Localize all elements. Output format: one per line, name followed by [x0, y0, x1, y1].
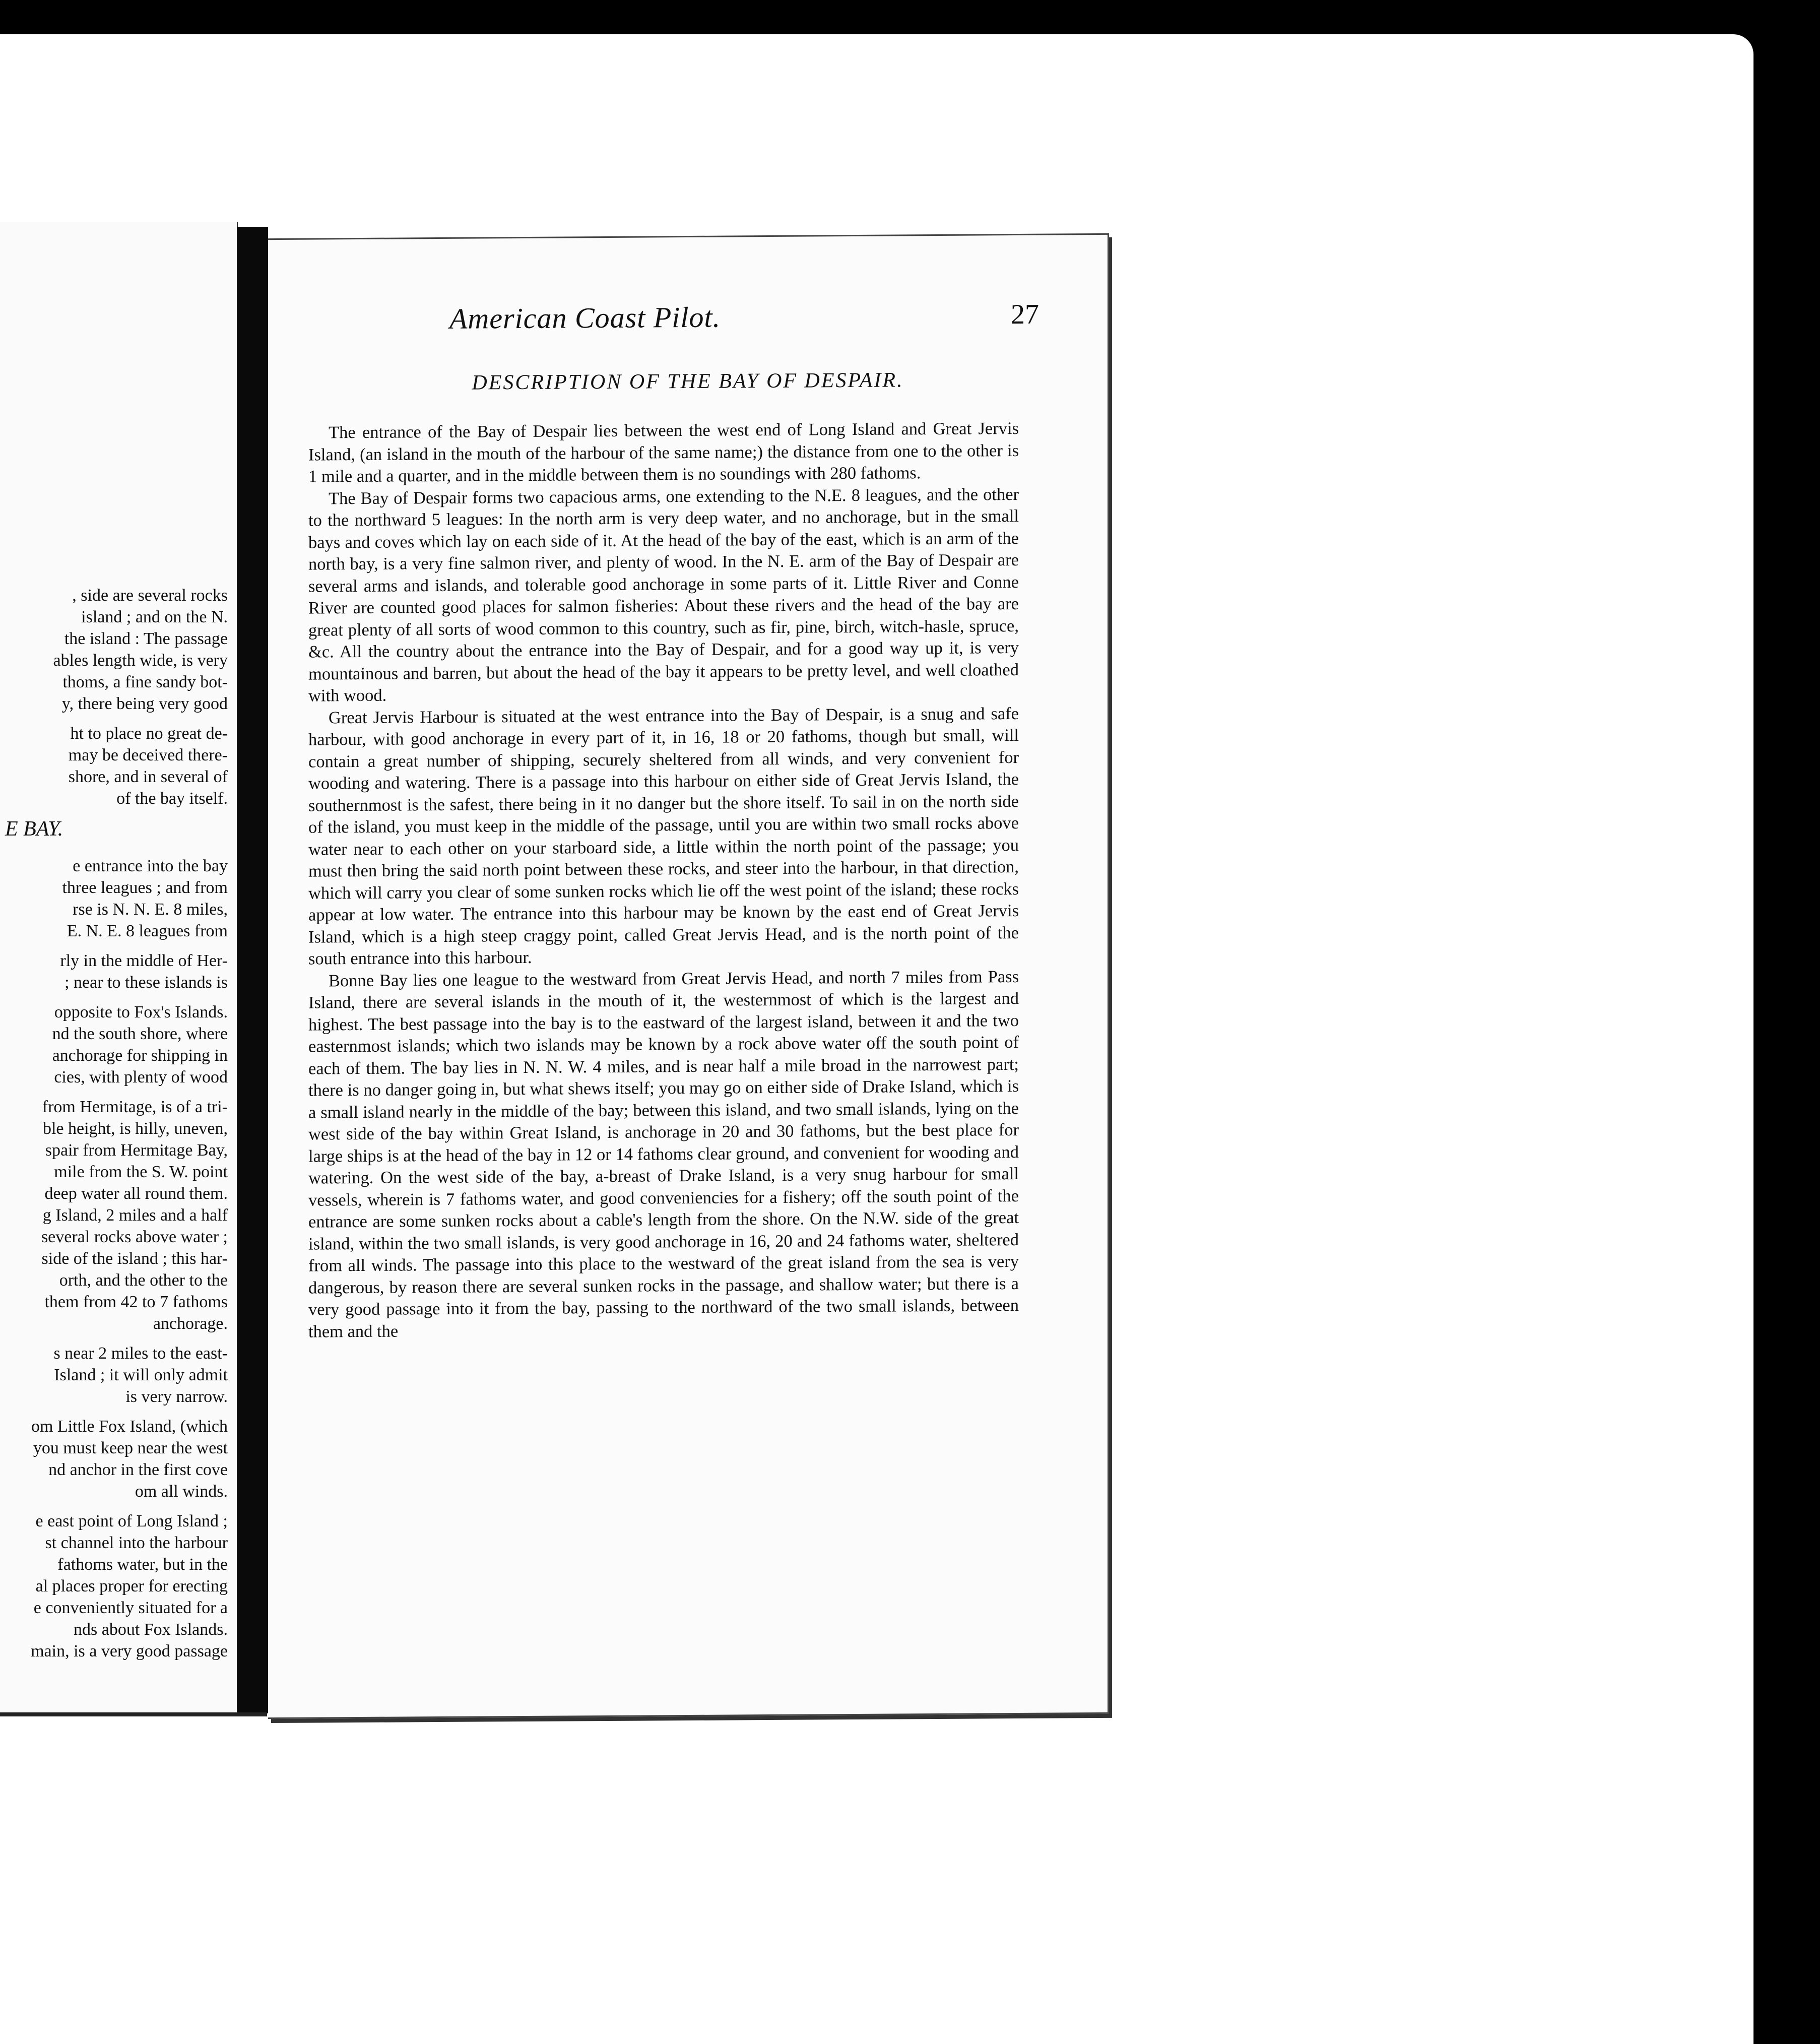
page-header — [449, 298, 1039, 337]
left-page-line: three leagues ; and from — [62, 878, 228, 897]
book-spine — [237, 227, 268, 1713]
left-page-paragraph — [0, 950, 228, 993]
section-heading: DESCRIPTION OF THE BAY OF DESPAIR. — [472, 368, 904, 395]
left-page-line: st channel into the harbour — [45, 1534, 228, 1552]
left-page-paragraph — [0, 1510, 228, 1662]
left-page-line: main, is a very good passage — [31, 1642, 228, 1660]
left-page-paragraph — [0, 1343, 228, 1408]
left-page-line: nd the south shore, where — [52, 1025, 228, 1043]
left-page-paragraph — [0, 1096, 228, 1334]
left-page-line: side of the island ; this har- — [41, 1249, 228, 1268]
left-page-line: e conveniently situated for a — [33, 1599, 228, 1617]
left-page-line: Island ; it will only admit — [54, 1366, 228, 1384]
left-page-line: spair from Hermitage Bay, — [45, 1141, 228, 1160]
left-page-line: , side are several rocks — [72, 586, 228, 605]
left-page-line: anchorage. — [153, 1314, 228, 1333]
paragraph-entrance: The entrance of the Bay of Despair lies between the west end of Long Island and Great Jervis Island, (an island in the mouth of the harbour of the same name;) the distance from one to the other is 1 mile and a quarter, and in the middle between them is no soundings with 280 fathoms. — [308, 418, 1019, 486]
left-page-line: ht to place no great de- — [70, 724, 228, 743]
left-page-line: nds about Fox Islands. — [74, 1620, 228, 1639]
left-page-line: shore, and in several of — [68, 768, 228, 786]
left-page-line: ; near to these islands is — [64, 973, 228, 992]
left-page-line: fathoms water, but in the — [57, 1555, 228, 1574]
left-page-paragraph — [0, 1001, 228, 1088]
left-page-text — [0, 585, 228, 1670]
left-page-heading: E BAY. — [5, 817, 63, 841]
left-page-edge — [0, 1712, 267, 1716]
left-page-line: om Little Fox Island, (which — [31, 1417, 228, 1436]
body-text — [308, 418, 1019, 1343]
left-page-line: may be deceived there- — [68, 746, 228, 764]
left-page-line: the island : The passage — [64, 629, 228, 648]
right-page — [268, 233, 1109, 1719]
running-title: American Coast Pilot. — [449, 300, 721, 335]
left-page-line: rse is N. N. E. 8 miles, — [73, 900, 228, 919]
left-page-line: you must keep near the west — [33, 1439, 228, 1457]
left-page-line: is very narrow. — [125, 1387, 228, 1406]
left-page-paragraph — [0, 1416, 228, 1502]
left-page — [0, 222, 238, 1713]
left-page-line: y, there being very good — [61, 694, 228, 713]
left-page-line: orth, and the other to the — [59, 1271, 228, 1290]
left-page-line: opposite to Fox's Islands. — [54, 1003, 228, 1021]
left-page-line: g Island, 2 miles and a half — [42, 1206, 228, 1225]
left-page-line: nd anchor in the first cove — [48, 1460, 228, 1479]
paragraph-bay-arms: The Bay of Despair forms two capacious arms, one extending to the N.E. 8 leagues, and the other to the northward 5 leagues: In the north arm is very deep water, and no anchorage, but in the small bays and coves which lay on each side of it. At the head of the bay of the east, which is an arm of the north bay, is a very fine salmon river, and plenty of wood. In the N. E. arm of the Bay of Despair are several arms and islands, and tolerable good anchorage in some parts of it. Little River and Conne River are counted good places for salmon fisheries: About these rivers and the head of the bay are great plenty of all sorts of wood common to this country, such as fir, pine, birch, witch-hasle, spruce, &c. All the country about the entrance into the Bay of Despair, and for a good way up it, is very mountainous and barren, but about the head of the bay it appears to be pretty level, and well cloathed with wood. — [308, 484, 1019, 706]
left-page-line: om all winds. — [135, 1482, 228, 1501]
left-page-line: s near 2 miles to the east- — [53, 1344, 228, 1363]
left-page-line: anchorage for shipping in — [52, 1046, 228, 1065]
left-page-line: of the bay itself. — [116, 789, 228, 808]
left-page-line: ble height, is hilly, uneven, — [42, 1119, 228, 1138]
left-page-paragraph — [0, 855, 228, 942]
left-page-paragraph — [0, 585, 228, 715]
left-page-line: several rocks above water ; — [41, 1228, 228, 1246]
left-page-line: rly in the middle of Her- — [60, 951, 228, 970]
left-page-line: al places proper for erecting — [35, 1577, 228, 1595]
left-page-line: from Hermitage, is of a tri- — [42, 1098, 228, 1116]
left-page-line: them from 42 to 7 fathoms — [44, 1293, 228, 1311]
page-number: 27 — [1011, 298, 1039, 331]
left-page-line: island ; and on the N. — [81, 608, 228, 626]
left-page-line: deep water all round them. — [44, 1184, 228, 1203]
left-page-paragraph — [0, 723, 228, 809]
paragraph-great-jervis-harbour: Great Jervis Harbour is situated at the west entrance into the Bay of Despair, is a snug and safe harbour, with good anchorage in every part of it, in 16, 18 or 20 fathoms, though but small, will contain a great number of shipping, securely sheltered from all winds, and very convenient for wooding and watering. There is a passage into this harbour on either side of Great Jervis Island, the southernmost is the safest, there being in it no danger but the shore itself. To sail in on the north side of the island, you must keep in the middle of the passage, until you are within two small rocks above water near to each other on your starboard side, a little within the north point of the passage; you must then bring the said north point between these rocks, and steer into the harbour, in that direction, which will carry you clear of some sunken rocks which lie off the west point of the island; these rocks appear at low water. The entrance into this harbour may be known by the east end of Great Jervis Island, which is a high steep craggy point, called Great Jervis Head, and is the north point of the south entrance into this harbour. — [308, 704, 1019, 969]
left-page-line: e entrance into the bay — [73, 857, 228, 875]
left-page-line: thoms, a fine sandy bot- — [62, 673, 228, 691]
paragraph-bonne-bay: Bonne Bay lies one league to the westward from Great Jervis Head, and north 7 miles from Pass Island, there are several islands in the mouth of it, the westernmost of which is the largest and highest. The best passage into the bay is to the eastward of the largest island, between it and the two easternmost islands; which two islands may be known by a rock above water off the south point of each of them. The bay lies in N. N. W. 4 miles, and is near half a mile broad in the narrowest part; there is no danger going in, but what shews itself; you may go on either side of Drake Island, which is a small island nearly in the middle of the bay; between this island, and two small islands, lying on the west side of the bay within Great Island, is anchorage in 20 and 30 fathoms, but the best place for large ships is at the head of the bay in 12 or 14 fathoms clear ground, and convenient for wooding and watering. On the west side of the bay, a-breast of Drake Island, is a very snug harbour for small vessels, wherein is 7 fathoms water, and good conveniencies for a fishery; off the south point of the entrance are some sunken rocks about a cable's length from the shore. On the N.W. side of the great island, within the two small islands, is very good anchorage in 16, 20 and 24 fathoms water, sheltered from all winds. The passage into this place to the westward of the great island from the sea is very dangerous, by reason there are several sunken rocks in the passage, and shallow water; but there is a very good passage into it from the bay, passing to the northward of the two small islands, between them and the — [308, 967, 1019, 1342]
left-page-line: e east point of Long Island ; — [35, 1512, 228, 1530]
left-page-line: mile from the S. W. point — [54, 1163, 228, 1181]
left-page-line: cies, with plenty of wood — [54, 1068, 228, 1087]
left-page-line: ables length wide, is very — [53, 651, 228, 670]
left-page-line: E. N. E. 8 leagues from — [67, 922, 228, 940]
